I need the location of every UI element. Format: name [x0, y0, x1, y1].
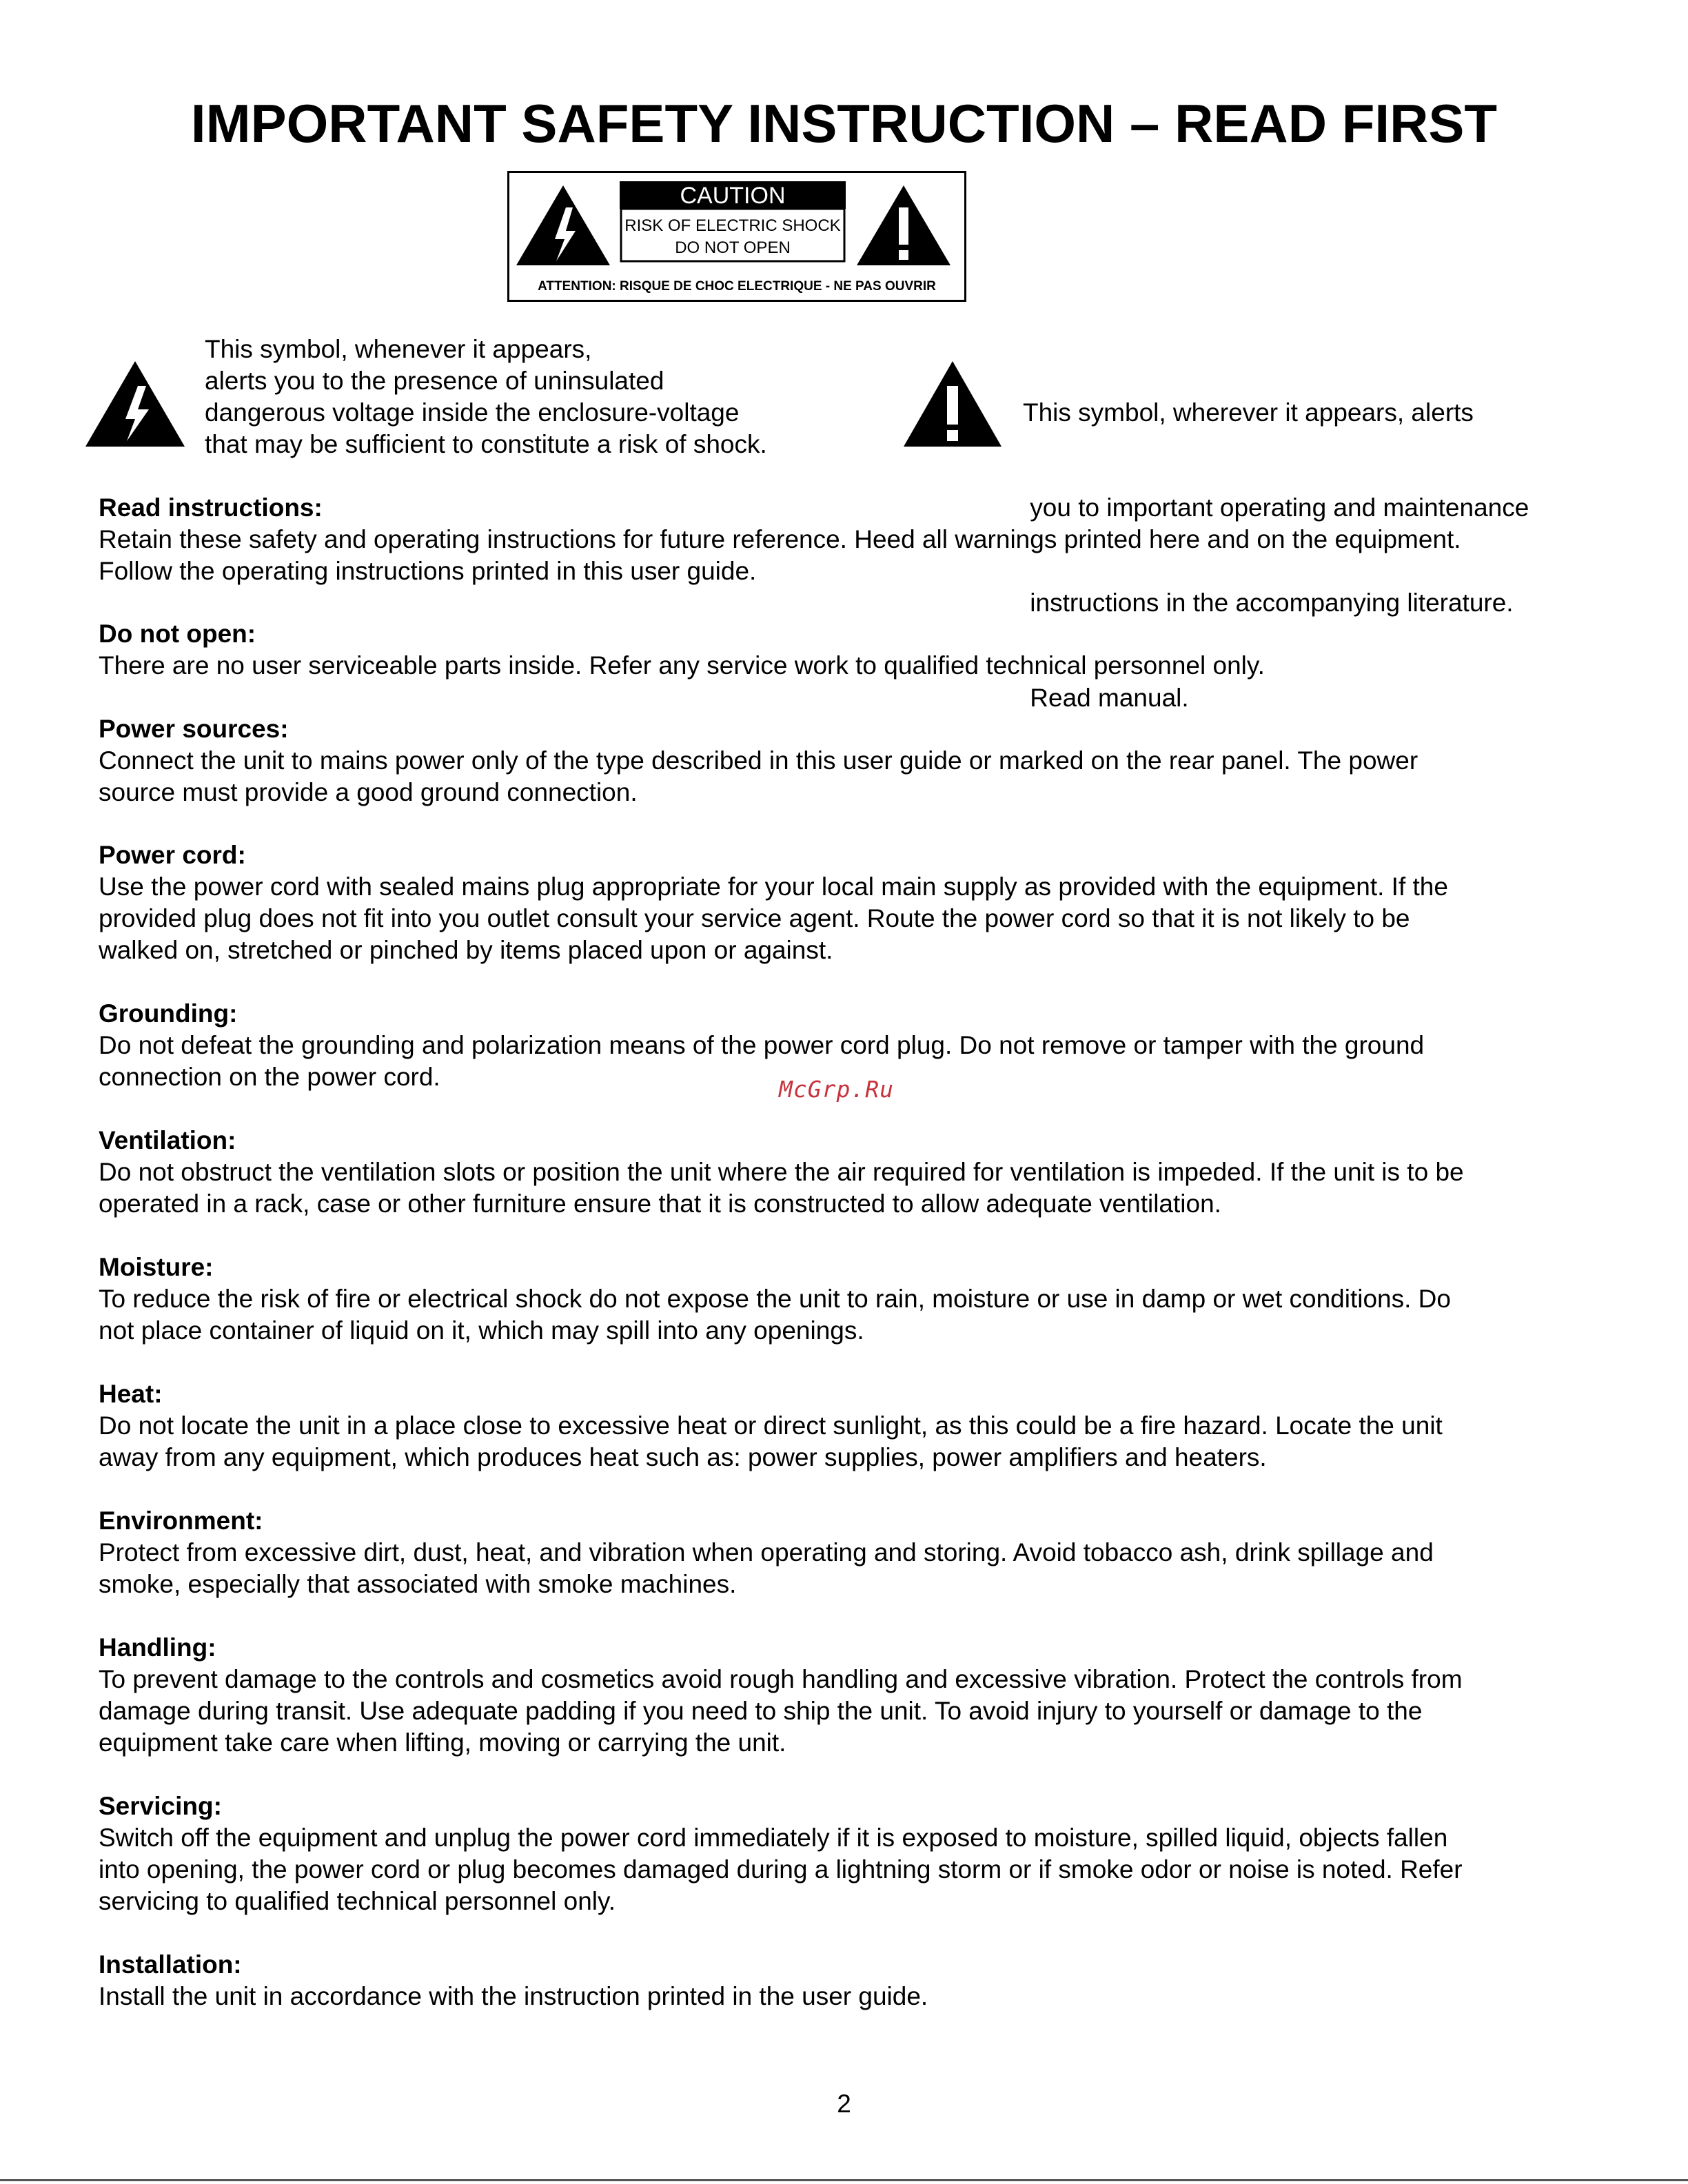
section-text-line: not place container of liquid on it, which may spill into any openings.	[99, 1316, 864, 1345]
caution-label	[507, 171, 966, 302]
section-text-line: Install the unit in accordance with the instruction printed in the user guide.	[99, 1982, 928, 2010]
section-heading: Handling:	[99, 1633, 216, 1662]
section-heading: Grounding:	[99, 999, 238, 1028]
section-text-line: Do not locate the unit in a place close to excessive heat or direct sunlight, as this could be a fire hazard. Locate the unit	[99, 1411, 1443, 1440]
lightning-description-line: that may be sufficient to constitute a risk of shock.	[205, 430, 767, 458]
section-text-line: walked on, stretched or pinched by items placed upon or against.	[99, 936, 833, 964]
exclamation-warning-icon	[901, 358, 1004, 449]
section-text-line: away from any equipment, which produces heat such as: power supplies, power amplifiers and heaters.	[99, 1443, 1267, 1471]
section-handling	[99, 1632, 1601, 1759]
section-power-cord	[99, 839, 1601, 966]
exclamation-description-line: Read manual.	[1023, 684, 1189, 712]
section-heading: Ventilation:	[99, 1126, 236, 1154]
section-heading: Power sources:	[99, 715, 289, 743]
lightning-symbol-description	[205, 334, 767, 460]
section-heading: Installation:	[99, 1950, 242, 1979]
caution-footer: ATTENTION: RISQUE DE CHOC ELECTRIQUE - NE PAS OUVRIR	[538, 279, 936, 294]
caution-line-1: RISK OF ELECTRIC SHOCK	[624, 216, 841, 235]
section-text-line: Do not defeat the grounding and polarization means of the power cord plug. Do not remove or tamper with the ground	[99, 1031, 1425, 1059]
page-number: 2	[837, 2090, 851, 2118]
lightning-description-line: This symbol, whenever it appears,	[205, 335, 592, 363]
exclamation-description-line: This symbol, wherever it appears, alerts	[1023, 398, 1474, 427]
lightning-description-line: dangerous voltage inside the enclosure-voltage	[205, 398, 740, 427]
section-text-line: equipment take care when lifting, moving or carrying the unit.	[99, 1728, 786, 1757]
section-heading: Do not open:	[99, 620, 256, 648]
page-footer-rule	[0, 2179, 1688, 2181]
section-text-line: into opening, the power cord or plug becomes damaged during a lightning storm or if smoke odor or noise is noted. Refer	[99, 1855, 1463, 1884]
section-text-line: Do not obstruct the ventilation slots or position the unit where the air required for ventilation is impeded. If the unit is to be	[99, 1158, 1464, 1186]
section-text-line: Protect from excessive dirt, dust, heat, and vibration when operating and storing. Avoid tobacco ash, drink spillage and	[99, 1538, 1434, 1566]
section-heading: Read instructions:	[99, 493, 323, 522]
section-text-line: servicing to qualified technical personnel only.	[99, 1887, 616, 1915]
section-heat	[99, 1378, 1601, 1473]
section-text-line: operated in a rack, case or other furniture ensure that it is constructed to allow adequate ventilation.	[99, 1190, 1221, 1218]
exclamation-description-line: instructions in the accompanying literature.	[1023, 589, 1514, 617]
section-text-line: provided plug does not fit into you outlet consult your service agent. Route the power cord so that it is not likely to be	[99, 904, 1410, 932]
section-heading: Heat:	[99, 1380, 163, 1408]
section-environment	[99, 1505, 1601, 1600]
caution-heading: CAUTION	[680, 183, 786, 209]
section-text-line: smoke, especially that associated with smoke machines.	[99, 1570, 737, 1598]
section-text-line: Use the power cord with sealed mains plug appropriate for your local main supply as provided with the equipment. If the	[99, 872, 1448, 901]
section-moisture	[99, 1252, 1601, 1347]
section-text-line: Connect the unit to mains power only of the type described in this user guide or marked on the rear panel. The power	[99, 746, 1418, 775]
section-text-line: connection on the power cord.	[99, 1063, 440, 1091]
section-text-line: To prevent damage to the controls and cosmetics avoid rough handling and excessive vibration. Protect the controls from	[99, 1665, 1463, 1693]
section-text-line: Retain these safety and operating instructions for future reference. Heed all warnings printed here and on the equipment.	[99, 525, 1461, 553]
lightning-warning-icon	[83, 358, 187, 449]
section-heading: Environment:	[99, 1507, 263, 1535]
section-servicing	[99, 1790, 1601, 1917]
section-ventilation	[99, 1125, 1601, 1220]
watermark: McGrp.Ru	[779, 1076, 894, 1103]
section-text-line: There are no user serviceable parts inside. Refer any service work to qualified technical personnel only.	[99, 651, 1265, 680]
caution-line-2: DO NOT OPEN	[675, 238, 791, 257]
caution-label-graphic	[509, 173, 964, 300]
lightning-description-line: alerts you to the presence of uninsulated	[205, 367, 664, 395]
section-power-sources	[99, 713, 1601, 808]
page-title: IMPORTANT SAFETY INSTRUCTION – READ FIRST	[190, 93, 1498, 154]
section-installation	[99, 1949, 1601, 2012]
section-text-line: source must provide a good ground connection.	[99, 778, 638, 806]
section-do-not-open	[99, 618, 1601, 682]
section-heading: Moisture:	[99, 1253, 214, 1281]
section-text-line: damage during transit. Use adequate padding if you need to ship the unit. To avoid injury to yourself or damage to the	[99, 1697, 1423, 1725]
section-heading: Servicing:	[99, 1792, 222, 1820]
exclamation-description-line: you to important operating and maintenance	[1023, 493, 1529, 522]
section-read-instructions	[99, 492, 1601, 587]
section-text-line: Switch off the equipment and unplug the power cord immediately if it is exposed to moisture, spilled liquid, objects fallen	[99, 1824, 1448, 1852]
section-heading: Power cord:	[99, 841, 246, 869]
section-text-line: To reduce the risk of fire or electrical shock do not expose the unit to rain, moisture or use in damp or wet conditions. Do	[99, 1285, 1451, 1313]
section-text-line: Follow the operating instructions printed in this user guide.	[99, 557, 757, 585]
